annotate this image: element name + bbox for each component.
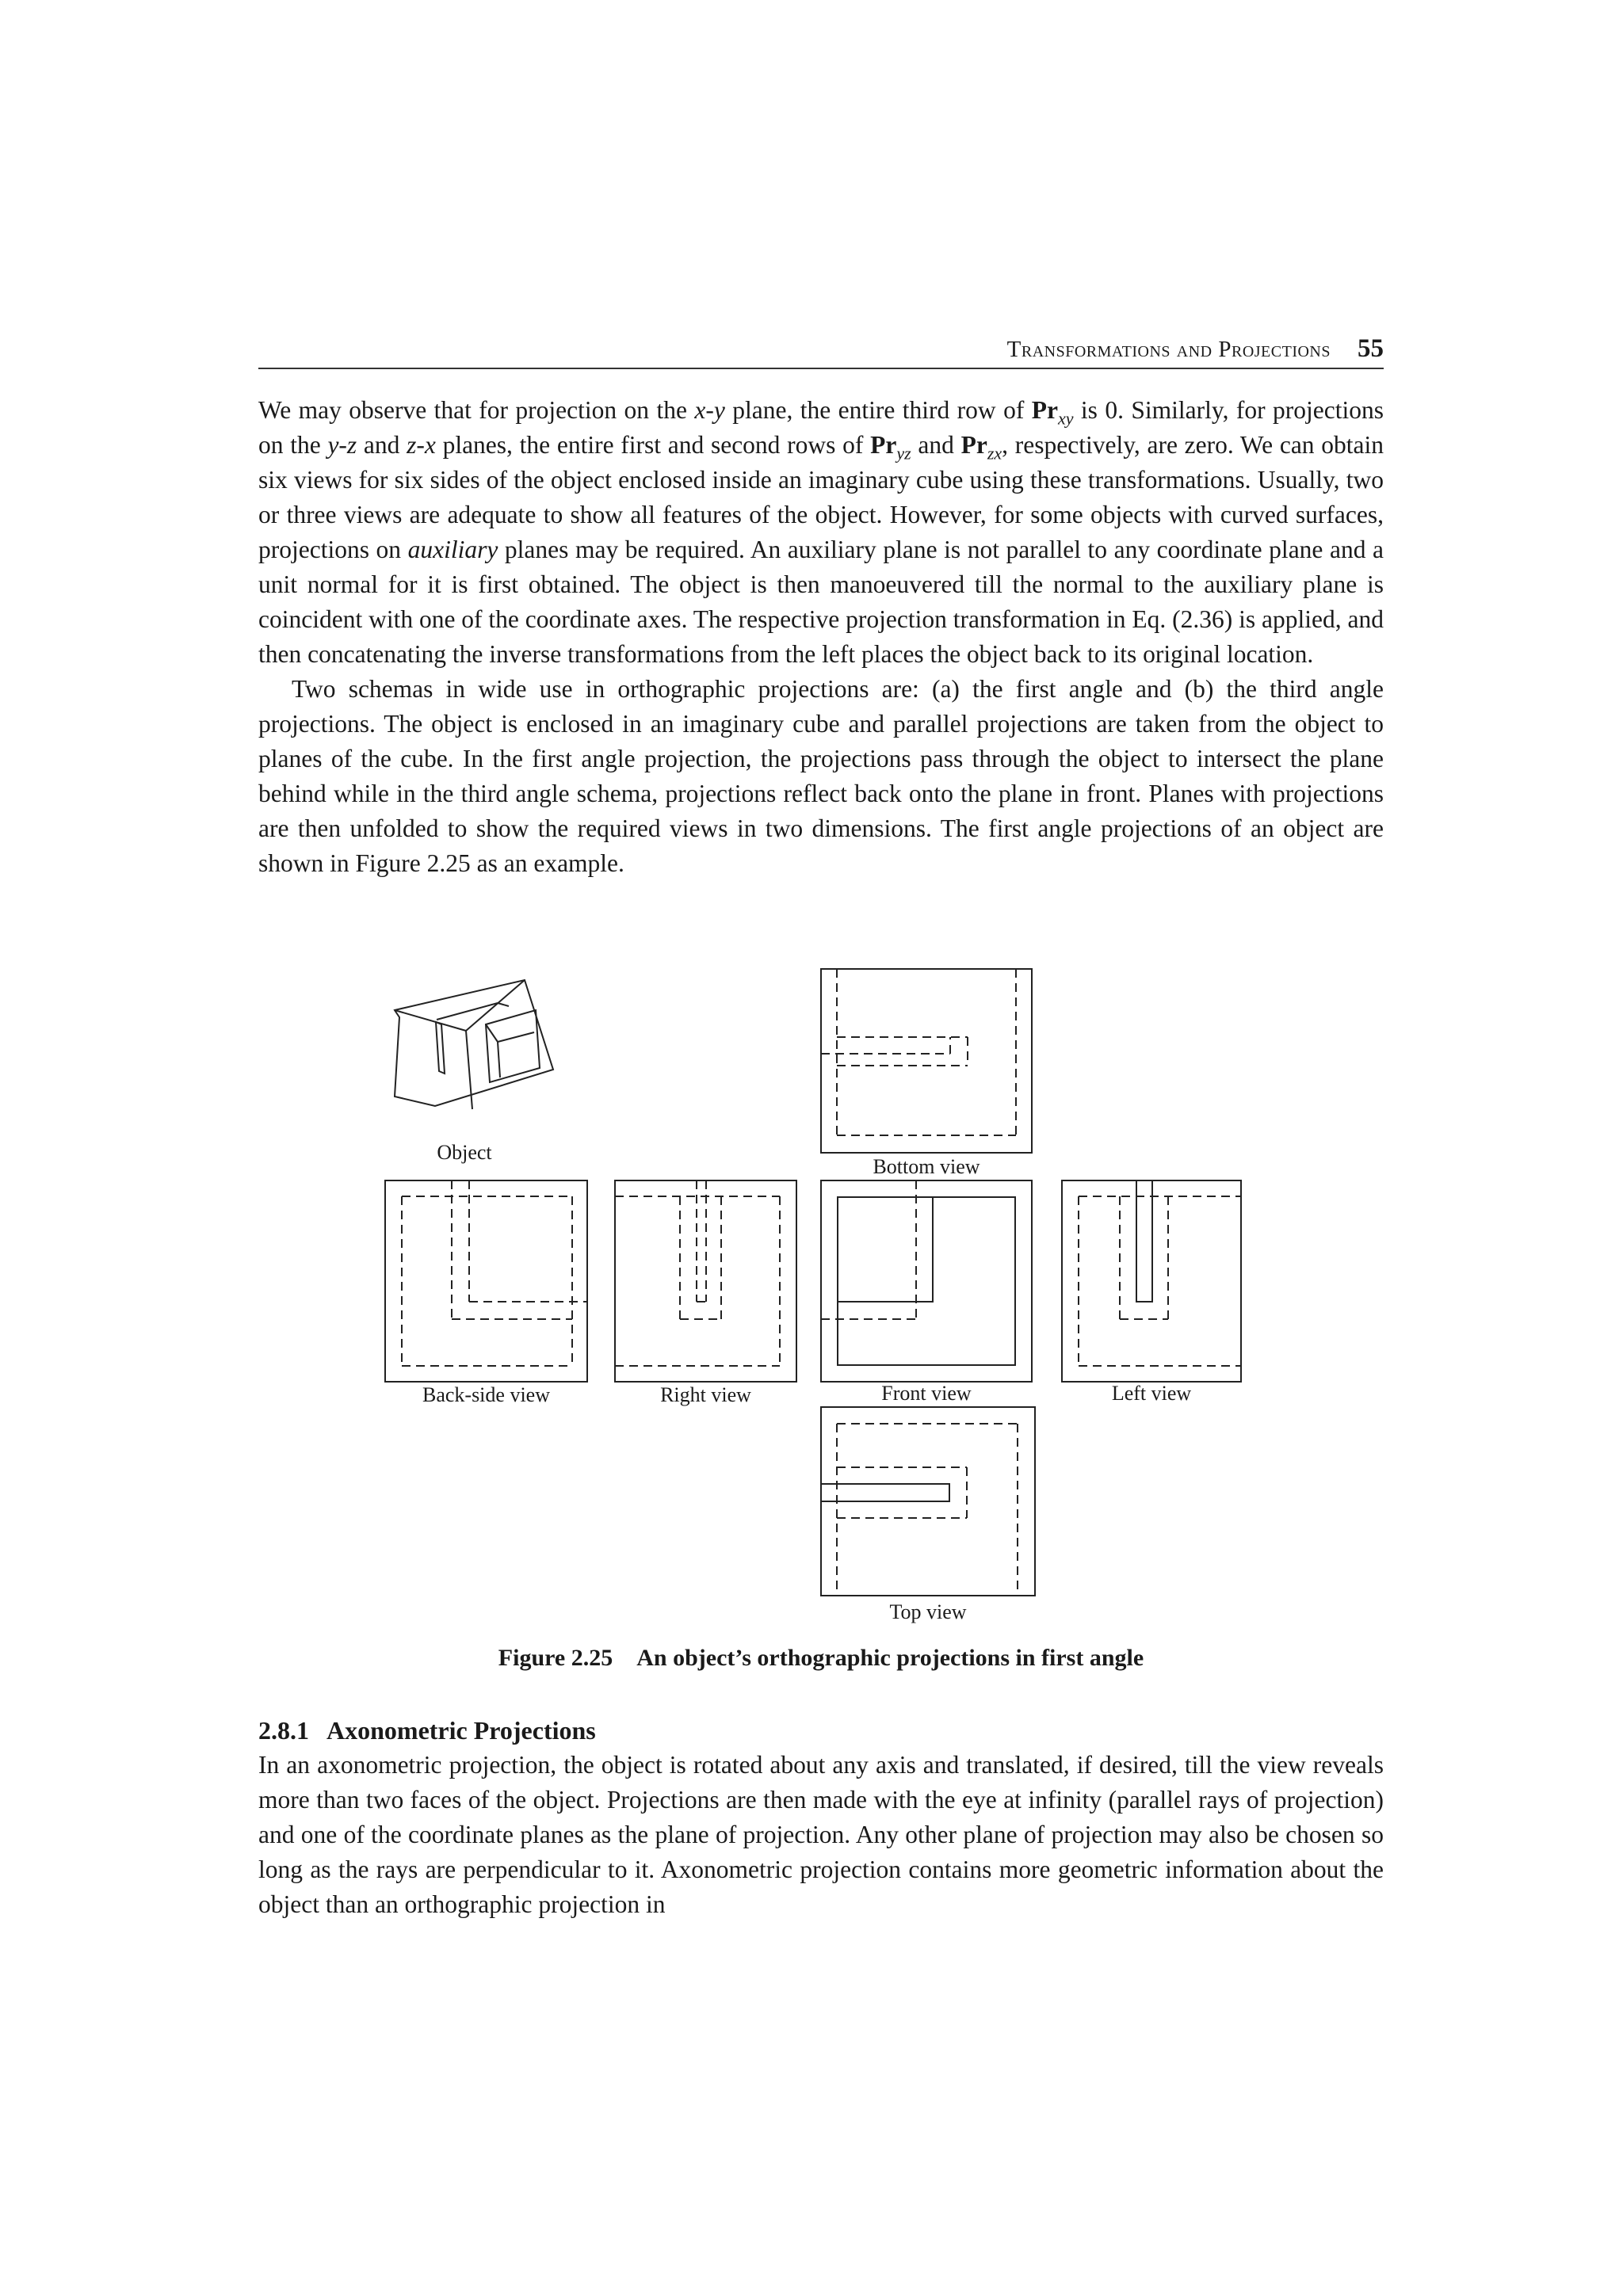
- text-run: plane, the entire third row of: [724, 396, 1032, 424]
- bold-text: Pr: [870, 431, 897, 459]
- figure-caption-number: Figure 2.25: [498, 1645, 613, 1671]
- text-run: is 0. Similarly, for projections on the: [258, 396, 1384, 459]
- left-view-label: Left view: [1111, 1382, 1192, 1405]
- italic-text: z-x: [407, 431, 436, 459]
- section-heading: [258, 1716, 596, 1745]
- figure-caption: [258, 1645, 1384, 1672]
- text-run: planes may be required. An auxiliary plane is not parallel to any coordinate plane and a unit normal for it is first obtained. The object is then manoeuvered till the normal to the auxiliary plane is coincident with one of the coordinate axes. The respective projection transformation in Eq. (2.36) is applied, and then concatenating the inverse transformations from the left places the object back to its original location.: [258, 536, 1384, 668]
- running-head: [258, 330, 1384, 369]
- page-number: 55: [1358, 334, 1384, 363]
- text-run: and: [357, 431, 407, 459]
- bottom-view-label: Bottom view: [873, 1155, 980, 1178]
- text-run: planes, the entire first and second rows of: [435, 431, 871, 459]
- paragraph: [258, 672, 1384, 881]
- text-run: Two schemas in wide use in orthographic projections are: (a) the first angle and (b) the third angle projections. The object is enclosed in an imaginary cube and parallel projections are taken from the object to planes of the cube. In the first angle projection, the projections pass through the object to intersect the plane behind while in the third angle schema, projections reflect back onto the plane in front. Planes with projections are then unfolded to show the required views in two dimensions. The first angle projections of an object are shown in Figure 2.25 as an example.: [258, 675, 1384, 877]
- top-view-label: Top view: [889, 1600, 967, 1623]
- bold-text: Pr: [1031, 396, 1058, 424]
- italic-text: auxiliary: [407, 536, 498, 563]
- right-view-label: Right view: [660, 1383, 751, 1406]
- paragraph: [258, 393, 1384, 672]
- text-run: and: [911, 431, 961, 459]
- italic-text: y-z: [327, 431, 357, 459]
- figure-caption-text: An object’s orthographic projections in first angle: [636, 1645, 1144, 1671]
- figure-orthographic-projections: [258, 951, 1384, 1632]
- section-body-text: [258, 1748, 1384, 1922]
- front-view-drawing: [821, 1180, 1032, 1382]
- section-number: 2.8.1: [258, 1716, 309, 1745]
- subscript: xy: [1057, 408, 1074, 429]
- text-run: , respectively, are zero. We can obtain six views for six sides of the object enclosed inside an imaginary cube using these transformations. Usually, two or three views are adequate to show all features of the object. However, for some objects with curved surfaces, projections on: [258, 431, 1384, 563]
- bottom-view-drawing: [821, 969, 1032, 1153]
- text-run: We may observe that for projection on the: [258, 396, 695, 424]
- running-head-title: Transformations and Projections: [1006, 337, 1331, 362]
- body-text: [258, 393, 1384, 881]
- left-view-drawing: [1062, 1180, 1241, 1382]
- right-view-drawing: [615, 1180, 796, 1382]
- object-drawing: [395, 980, 553, 1109]
- bold-text: Pr: [960, 431, 987, 459]
- subscript: yz: [896, 443, 911, 463]
- object-label: Object: [437, 1141, 492, 1164]
- italic-text: x-y: [694, 396, 725, 424]
- section-title: Axonometric Projections: [327, 1716, 596, 1745]
- front-view-label: Front view: [881, 1382, 972, 1405]
- paragraph: In an axonometric projection, the object is rotated about any axis and translated, if desired, till the view reveals more than two faces of the object. Projections are then made with the eye at infinity (parallel rays of projection) and one of the coordinate planes as the plane of projection. Any other plane of projection may also be chosen so long as the rays are perpendicular to it. Axonometric projection contains more geometric information about the object than an orthographic projection in: [258, 1751, 1384, 1918]
- top-view-drawing: [821, 1407, 1035, 1596]
- back-side-view-drawing: [385, 1180, 587, 1382]
- back-side-view-label: Back-side view: [422, 1383, 550, 1406]
- subscript: zx: [987, 443, 1002, 463]
